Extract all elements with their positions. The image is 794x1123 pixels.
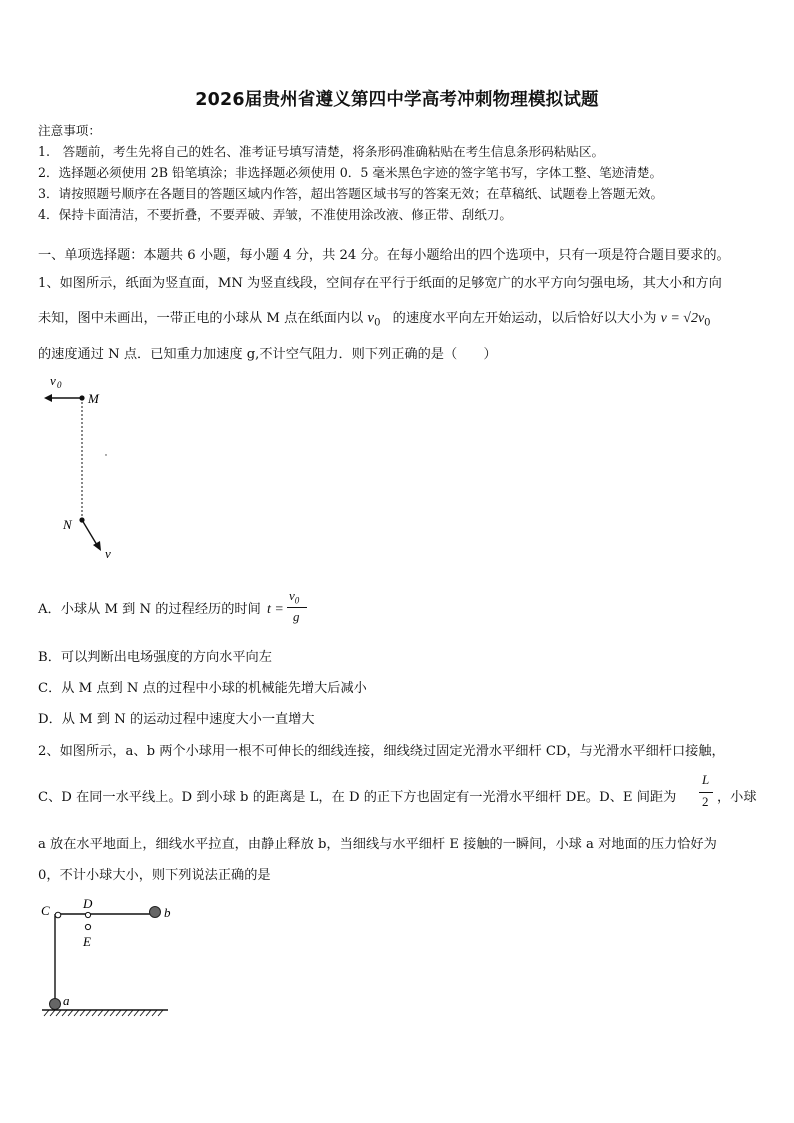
q1-v0-sub: 0: [374, 317, 381, 329]
option-a-lhs: t =: [266, 602, 284, 617]
section-header: 一、单项选择题：本题共 6 小题，每小题 4 分，共 24 分。在每小题给出的四个选项中，只有一项是符合题目要求的。: [38, 248, 730, 263]
label-n: N: [63, 517, 72, 532]
label-d: D: [83, 896, 93, 911]
note-item-3: 3．请按照题号顺序在各题目的答题区域内作答，超出答题区域书写的答案无效；在草稿纸、试题卷上答题无效。: [38, 186, 664, 201]
page-title: 2026届贵州省遵义第四中学高考冲刺物理模拟试题: [195, 90, 599, 110]
label-a: a: [63, 993, 70, 1008]
q1-line3: 的速度通过 N 点．已知重力加速度 g,不计空气阻力．则下列正确的是（ ）: [38, 347, 497, 362]
option-a: [38, 598, 284, 618]
label-b: b: [164, 905, 171, 920]
label-m: M: [88, 391, 99, 406]
q1-v0: v: [367, 310, 375, 326]
label-v0: v: [50, 373, 56, 388]
q1-speed-eq-sub: 0: [704, 317, 711, 329]
option-c: C．从 M 点到 N 点的过程中小球的机械能先增大后减小: [38, 681, 367, 696]
q2-line2-b: ，小球: [717, 790, 757, 805]
frac-a-bar: [287, 607, 307, 608]
notes-heading: 注意事项：: [38, 123, 101, 138]
ball-a: [50, 999, 61, 1010]
rod-d: [85, 912, 90, 917]
frac-a-num-sub: 0: [294, 595, 300, 606]
rod-e: [85, 924, 90, 929]
option-b: B．可以判断出电场强度的方向水平向左: [38, 650, 272, 665]
v0-arrowhead-icon: [44, 394, 52, 402]
q1-line2-b: 的速度水平向左开始运动，以后恰好以大小为: [392, 311, 657, 326]
v-arrow: [82, 520, 97, 545]
option-d: D．从 M 到 N 的运动过程中速度大小一直增大: [38, 712, 315, 727]
q2-line1: 2、如图所示，a、b 两个小球用一根不可伸长的细线连接，细线绕过固定光滑水平细杆 CD，与光滑水平细杆口接触，: [38, 744, 725, 759]
q2-figure: [36, 895, 176, 1025]
q1-line2: [38, 307, 711, 329]
ball-b: [150, 907, 161, 918]
v-arrowhead-icon: [93, 541, 101, 551]
label-c: C: [41, 903, 50, 918]
frac-q2-den: 2: [702, 794, 709, 809]
q2-line4: 0，不计小球大小，则下列说法正确的是: [38, 868, 271, 883]
note-item-2: 2．选择题必须使用 2B 铅笔填涂；非选择题必须使用 0．5 毫米黑色字迹的签字笔书写，字体工整、笔迹清楚。: [38, 165, 663, 180]
q1-figure: [38, 368, 148, 564]
q1-line2-a: 未知，图中未画出，一带正电的小球从 M 点在纸面内以: [38, 311, 364, 326]
q2-fraction: [699, 772, 713, 816]
q2-line2-a: C、D 在同一水平线上。D 到小球 b 的距离是 L，在 D 的正下方也固定有一光滑水平细杆 DE。D、E 间距为: [38, 790, 677, 805]
label-v: v: [105, 546, 111, 561]
q1-line1: 1、如图所示，纸面为竖直面，MN 为竖直线段，空间存在平行于纸面的足够宽广的水平方向匀强电场，其大小和方向: [38, 276, 722, 291]
option-a-fraction: [286, 588, 308, 628]
frac-q2-num: L: [702, 772, 710, 787]
rod-c: [55, 912, 61, 918]
ground-hatching: [44, 1010, 163, 1016]
q1-speed-eq: v = √2v: [660, 311, 705, 326]
q2-line3: a 放在水平地面上，细线水平拉直，由静止释放 b，当细线与水平细杆 E 接触的一瞬间，小球 a 对地面的压力恰好为: [38, 837, 717, 852]
option-a-text: A．小球从 M 到 N 的过程经历的时间: [38, 602, 261, 617]
label-e: E: [83, 934, 91, 949]
note-item-1: 1. 答题前，考生先将自己的姓名、准考证号填写清楚，将条形码准确粘贴在考生信息条形码粘贴区。: [38, 144, 605, 159]
frac-q2-bar: [699, 792, 713, 793]
stray-dot: [105, 454, 106, 455]
label-v0-sub: 0: [57, 380, 62, 390]
frac-a-den: g: [293, 609, 300, 624]
frac-a-num: v: [289, 588, 295, 603]
note-item-4: 4．保持卡面清洁，不要折叠，不要弄破、弄皱，不准使用涂改液、修正带、刮纸刀。: [38, 207, 512, 222]
